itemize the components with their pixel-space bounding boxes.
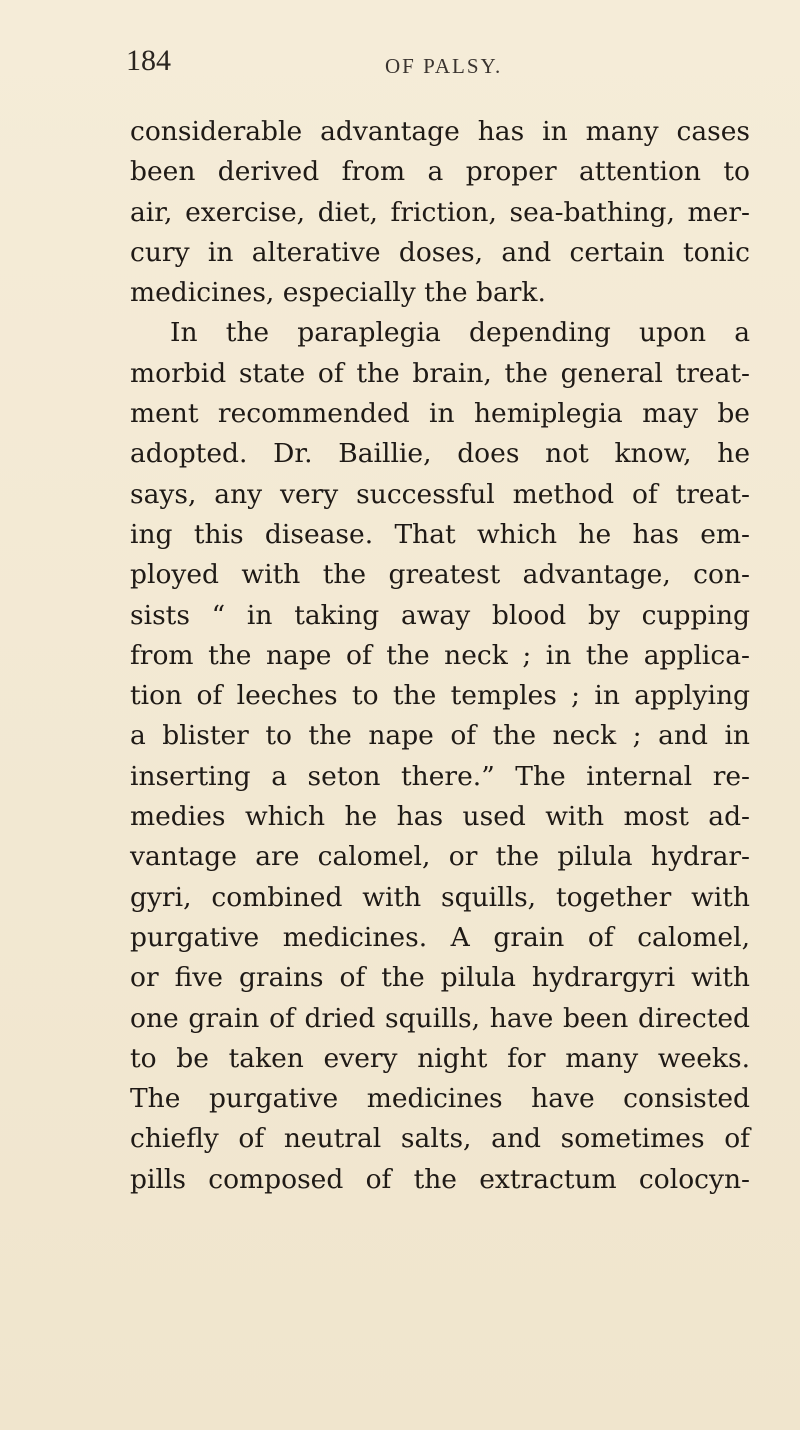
text-line: vantage are calomel, or the pilula hydrar- [130, 841, 750, 873]
text-line: medies which he has used with most ad- [130, 801, 750, 833]
text-line: to be taken every night for many weeks. [130, 1042, 750, 1074]
text-line: or five grains of the pilula hydrargyri with [130, 962, 750, 994]
text-line: adopted. Dr. Baillie, does not know, he [130, 438, 750, 470]
text-line: a blister to the nape of the neck ; and in [130, 720, 750, 752]
text-line: ment recommended in hemiplegia may be [130, 398, 750, 430]
text-line: ing this disease. That which he has em- [130, 518, 750, 550]
text-line: pills composed of the extractum colocyn- [130, 1163, 750, 1195]
text-line: says, any very successful method of treat- [130, 478, 750, 510]
text-line: cury in alterative doses, and certain tonic [130, 236, 750, 268]
text-line: from the nape of the neck ; in the applica- [130, 639, 750, 671]
page-number: 184 [126, 44, 171, 77]
text-line: morbid state of the brain, the general treat- [130, 357, 750, 389]
text-line: been derived from a proper attention to [130, 156, 750, 188]
running-head: OF PALSY. [385, 54, 503, 78]
text-line: The purgative medicines have consisted [130, 1083, 750, 1115]
page-header [0, 44, 800, 84]
text-line: In the paraplegia depending upon a [170, 317, 750, 349]
text-line: inserting a seton there.” The internal re- [130, 760, 750, 792]
text-line: tion of leeches to the temples ; in applying [130, 680, 750, 712]
text-line: sists “ in taking away blood by cupping [130, 599, 750, 631]
text-line: considerable advantage has in many cases [130, 116, 750, 147]
text-line: ployed with the greatest advantage, con- [130, 559, 750, 591]
text-line: purgative medicines. A grain of calomel, [130, 921, 750, 953]
body-text [130, 112, 750, 1200]
text-line: one grain of dried squills, have been directed [130, 1002, 750, 1034]
text-line: gyri, combined with squills, together with [130, 881, 750, 913]
text-line: chiefly of neutral salts, and sometimes of [130, 1123, 750, 1155]
text-line: medicines, especially the bark. [130, 277, 546, 309]
text-line: air, exercise, diet, friction, sea-bathing, mer- [130, 196, 750, 228]
